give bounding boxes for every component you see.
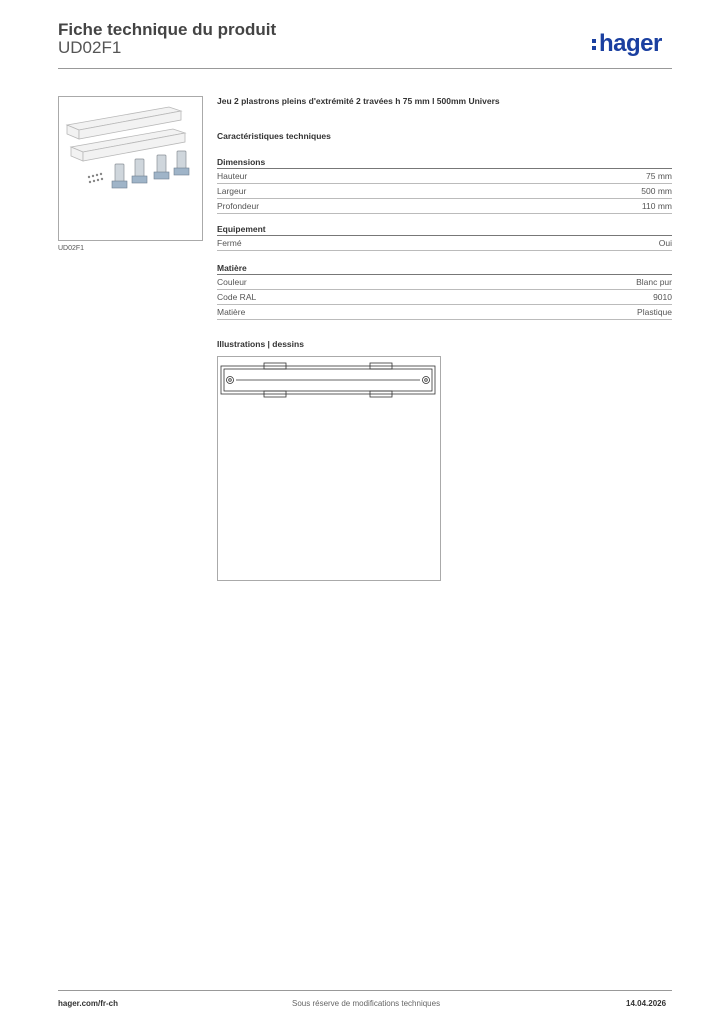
spec-value: 9010 bbox=[653, 292, 672, 302]
footer-website: hager.com/fr-ch bbox=[58, 999, 119, 1008]
spec-row bbox=[217, 169, 672, 183]
illustrations-heading: Illustrations | dessins bbox=[217, 339, 304, 349]
product-image bbox=[58, 96, 203, 241]
spec-value: Oui bbox=[658, 238, 672, 248]
spec-label: Largeur bbox=[217, 186, 247, 196]
product-description: Jeu 2 plastrons pleins d'extrémité 2 travées h 75 mm l 500mm Univers bbox=[217, 96, 500, 106]
spec-label: Hauteur bbox=[217, 171, 248, 181]
spec-row bbox=[217, 290, 672, 304]
product-code: UD02F1 bbox=[58, 38, 122, 57]
spec-row bbox=[217, 275, 672, 289]
specs-heading: Caractéristiques techniques bbox=[217, 131, 331, 141]
spec-value: Blanc pur bbox=[636, 277, 672, 287]
spec-value: 110 mm bbox=[641, 201, 672, 211]
technical-drawing-icon bbox=[218, 357, 440, 580]
spec-label: Profondeur bbox=[217, 201, 260, 211]
footer-divider bbox=[58, 990, 672, 991]
matiere-heading: Matière bbox=[217, 263, 247, 273]
header-divider bbox=[58, 68, 672, 69]
equipement-heading: Equipement bbox=[217, 224, 266, 234]
dimensions-heading: Dimensions bbox=[217, 157, 266, 167]
spec-row bbox=[217, 184, 672, 198]
row-divider bbox=[217, 250, 672, 251]
footer-disclaimer: Sous réserve de modifications techniques bbox=[292, 999, 441, 1008]
spec-value: Plastique bbox=[637, 307, 672, 317]
spec-row bbox=[217, 199, 672, 213]
spec-label: Code RAL bbox=[217, 292, 257, 302]
technical-drawing bbox=[217, 356, 441, 581]
spec-value: 75 mm bbox=[646, 171, 672, 181]
spec-label: Matière bbox=[217, 307, 246, 317]
image-caption: UD02F1 bbox=[58, 245, 85, 252]
page-title: Fiche technique du produit bbox=[58, 20, 277, 39]
spec-label: Couleur bbox=[217, 277, 247, 287]
logo-dots-icon bbox=[592, 36, 597, 53]
hager-logo: hager bbox=[592, 30, 662, 58]
spec-row bbox=[217, 305, 672, 319]
footer-date: 14.04.2026 bbox=[626, 999, 667, 1008]
row-divider bbox=[217, 213, 672, 214]
spec-value: 500 mm bbox=[641, 186, 672, 196]
spec-label: Fermé bbox=[217, 238, 242, 248]
spec-row bbox=[217, 236, 672, 250]
product-photo-icon bbox=[59, 97, 202, 240]
row-divider bbox=[217, 319, 672, 320]
